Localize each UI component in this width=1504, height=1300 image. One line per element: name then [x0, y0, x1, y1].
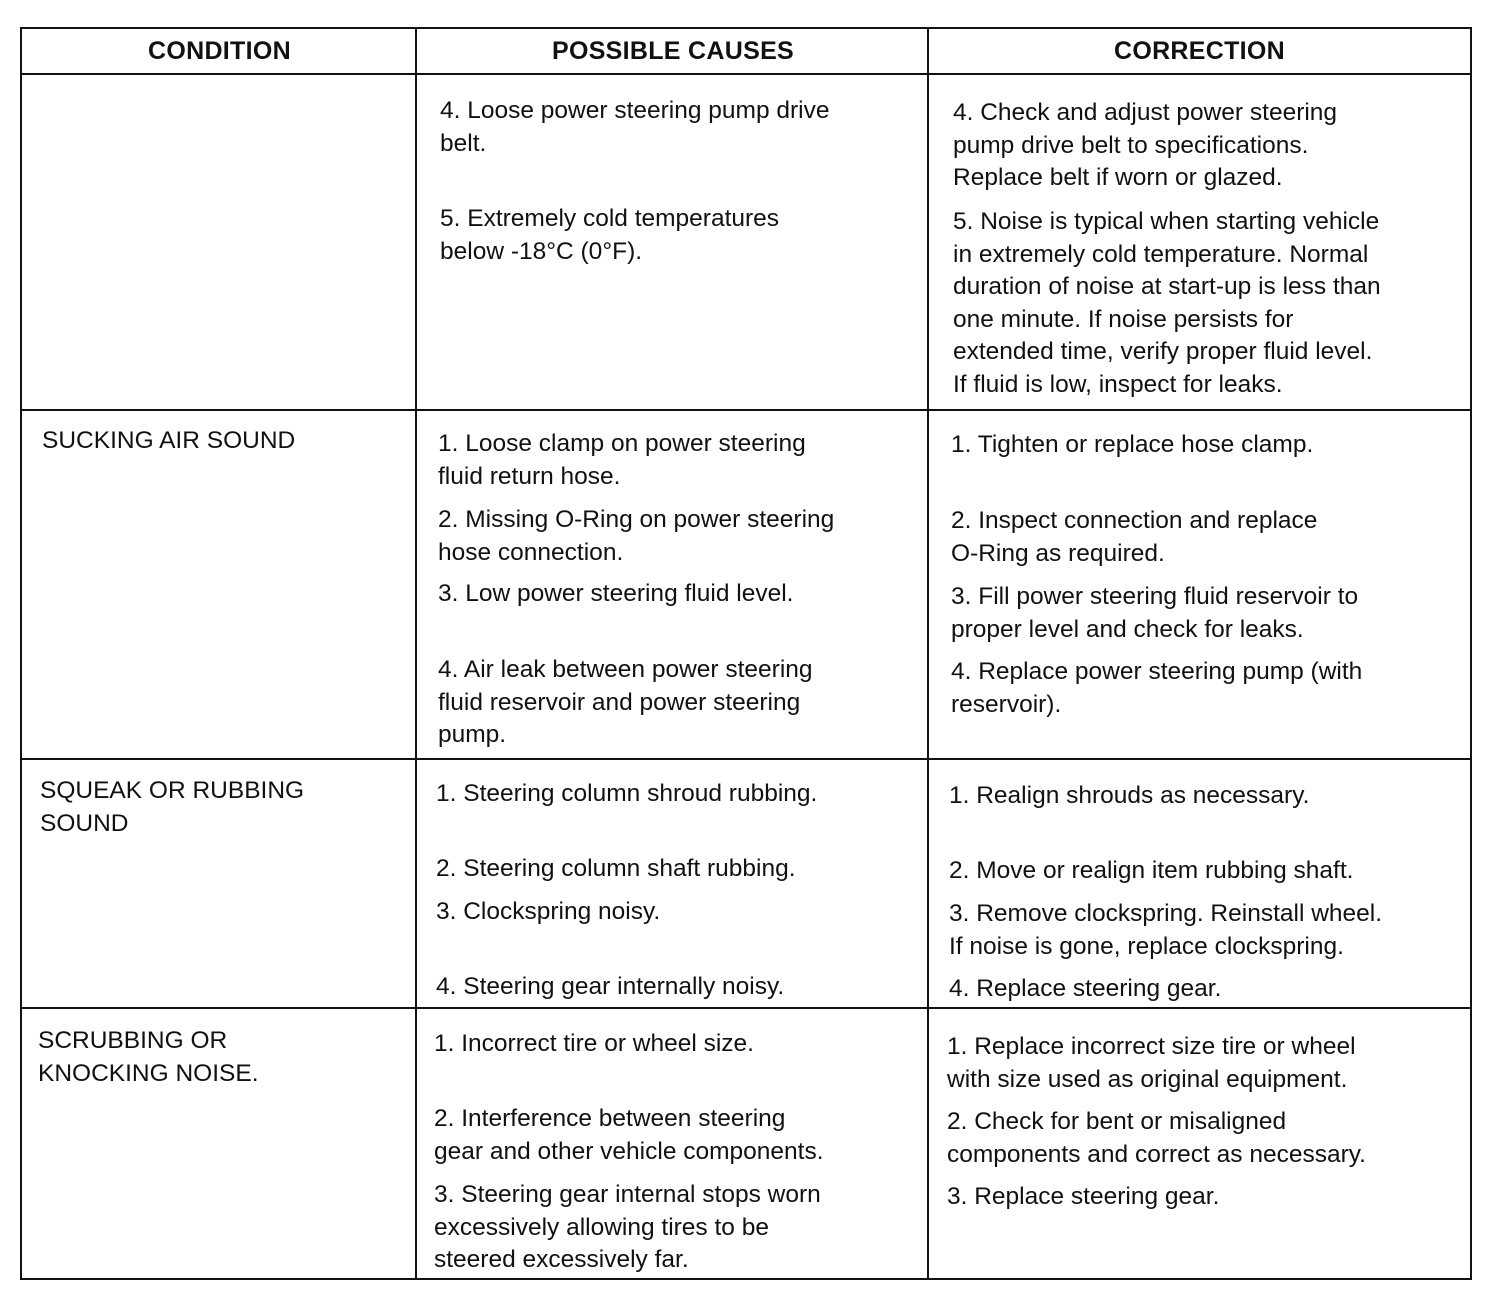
cause-item: 1. Loose clamp on power steering fluid return hose.: [438, 430, 806, 490]
header-correction: CORRECTION: [929, 29, 1470, 75]
row-divider: [22, 758, 1470, 760]
cause-item: 2. Steering column shaft rubbing.: [436, 855, 796, 882]
correction-item: 4. Replace power steering pump (with reservoir).: [951, 658, 1363, 718]
condition-label: SQUEAK OR RUBBING SOUND: [40, 777, 305, 837]
cause-item: 4. Loose power steering pump drive belt.: [440, 97, 830, 157]
cause-item: 1. Incorrect tire or wheel size.: [434, 1030, 754, 1057]
correction-item: 1. Tighten or replace hose clamp.: [951, 431, 1314, 458]
correction-item: 1. Replace incorrect size tire or wheel with size used as original equipment.: [947, 1033, 1356, 1093]
condition-label: SCRUBBING OR KNOCKING NOISE.: [38, 1027, 259, 1087]
header-possible-causes: POSSIBLE CAUSES: [417, 29, 929, 75]
correction-item: 4. Replace steering gear.: [949, 975, 1222, 1002]
cause-item: 4. Air leak between power steering fluid reservoir and power steering pump.: [438, 656, 813, 748]
cause-item: 3. Low power steering fluid level.: [438, 580, 794, 607]
troubleshooting-table: [20, 27, 1472, 1280]
column-divider: [415, 29, 417, 1278]
correction-item: 3. Replace steering gear.: [947, 1183, 1220, 1210]
correction-item: 1. Realign shrouds as necessary.: [949, 782, 1310, 809]
correction-item: 2. Inspect connection and replace O-Ring as required.: [951, 507, 1318, 567]
condition-label: SUCKING AIR SOUND: [42, 427, 296, 454]
cause-item: 3. Steering gear internal stops worn excessively allowing tires to be steered excessively far.: [434, 1181, 821, 1273]
correction-item: 4. Check and adjust power steering pump drive belt to specifications. Replace belt if worn or glazed.: [953, 99, 1338, 191]
correction-item: 2. Check for bent or misaligned components and correct as necessary.: [947, 1108, 1366, 1168]
header-condition: CONDITION: [22, 29, 417, 75]
row-divider: [22, 409, 1470, 411]
cause-item: 4. Steering gear internally noisy.: [436, 973, 785, 1000]
correction-item: 2. Move or realign item rubbing shaft.: [949, 857, 1354, 884]
correction-item: 5. Noise is typical when starting vehicle in extremely cold temperature. Normal duration of noise at start-up is less than one minute. If noise persists for extended time, verify proper fluid level. If fluid is low, inspect for leaks.: [953, 208, 1381, 398]
cause-item: 5. Extremely cold temperatures below -18°C (0°F).: [440, 205, 780, 265]
column-divider: [927, 29, 929, 1278]
row-divider: [22, 1007, 1470, 1009]
cause-item: 1. Steering column shroud rubbing.: [436, 780, 818, 807]
correction-item: 3. Remove clockspring. Reinstall wheel. If noise is gone, replace clockspring.: [949, 900, 1383, 960]
cause-item: 2. Interference between steering gear and other vehicle components.: [434, 1105, 824, 1165]
cause-item: 2. Missing O-Ring on power steering hose connection.: [438, 506, 835, 566]
correction-item: 3. Fill power steering fluid reservoir to proper level and check for leaks.: [951, 583, 1359, 643]
cause-item: 3. Clockspring noisy.: [436, 898, 661, 925]
